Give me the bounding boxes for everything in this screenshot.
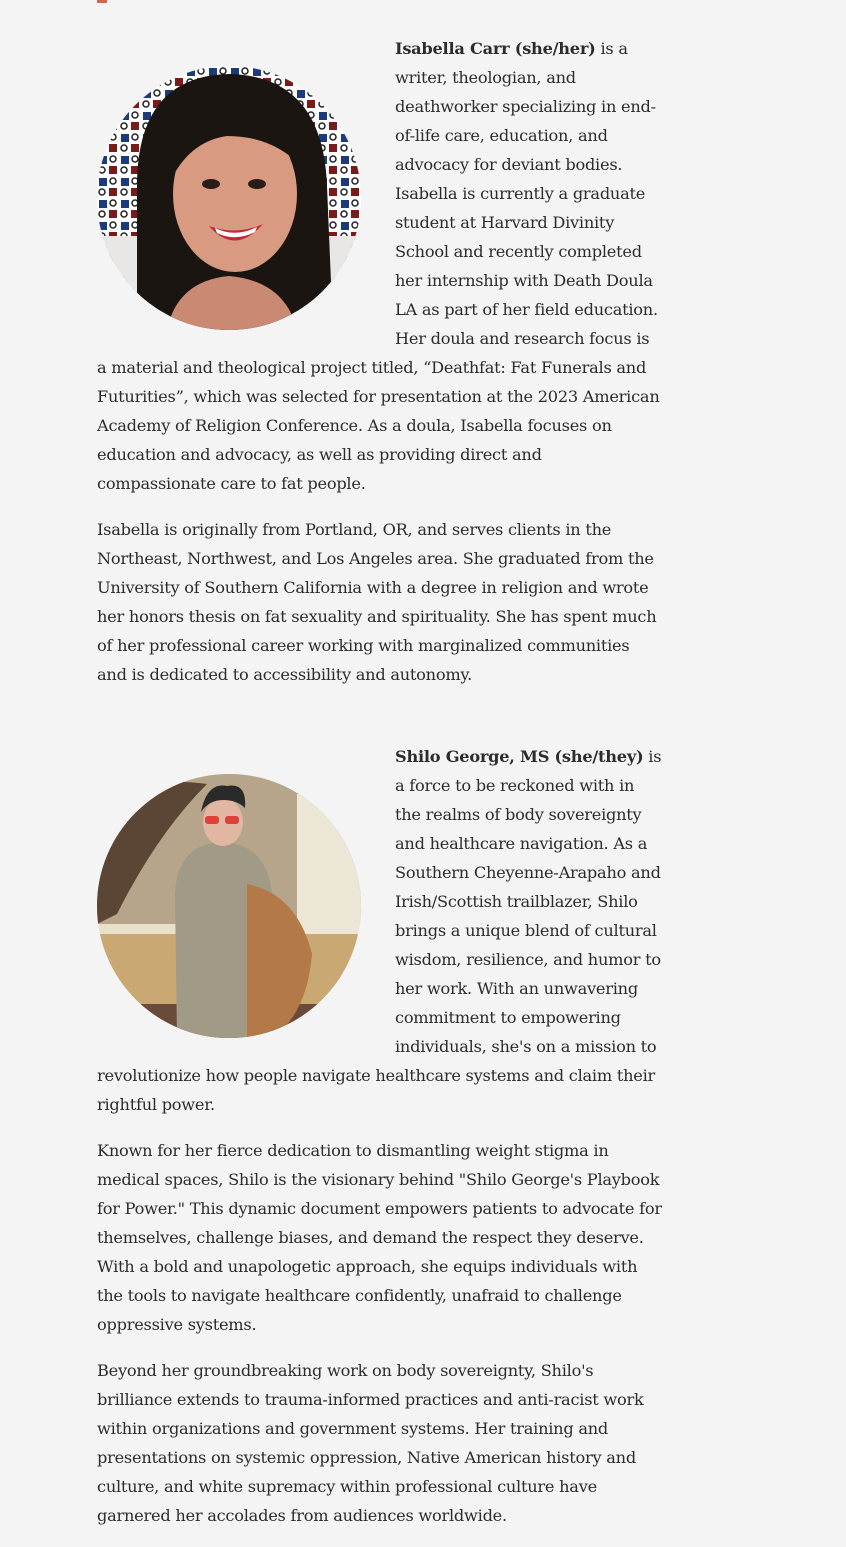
isabella-carr-photo <box>97 66 361 330</box>
bio-shilo-george <box>97 742 662 1547</box>
shilo-george-photo <box>97 774 361 1038</box>
isabella-carr-bio-paragraph-2: Isabella is originally from Portland, OR, and serves clients in the Northeast, Northwest, and Los Angeles area. She graduated from the University of Southern California with a degree in religion and wrote her honors thesis on fat sexuality and spirituality. She has spent much of her professional career working with marginalized communities and is dedicated to accessibility and autonomy. <box>97 520 657 684</box>
shilo-george-bio-paragraph-2: Known for her fierce dedication to dismantling weight stigma in medical spaces, Shilo is the visionary behind "Shilo George's Playbook for Power." This dynamic document empowers patients to advocate for themselves, challenge biases, and demand the respect they deserve. With a bold and unapologetic approach, she equips individuals with the tools to navigate healthcare confidently, unafraid to challenge oppressive systems. <box>97 1141 662 1334</box>
shilo-george-name: Shilo George, MS (she/they) <box>395 747 644 766</box>
bios-section <box>97 34 662 1547</box>
isabella-carr-name: Isabella Carr (she/her) <box>395 39 596 58</box>
shilo-george-bio-paragraph-1: Shilo George, MS (she/they) is a force to be reckoned with in the realms of body sovereignty and healthcare navigation. As a Southern Cheyenne-Arapaho and Irish/Scottish trailblazer, Shilo brings a unique blend of cultural wisdom, resilience, and humor to her work. With an unwavering commitment to empowering individuals, she's on a mission to revolutionize how people navigate healthcare systems and claim their rightful power. <box>97 747 662 1114</box>
isabella-carr-bio-paragraph-1: Isabella Carr (she/her) is a writer, theologian, and deathworker specializing in end-of-life care, education, and advocacy for deviant bodies. Isabella is currently a graduate student at Harvard Divinity School and recently completed her internship with Death Doula LA as part of her field education. Her doula and research focus is a material and theological project titled, “Deathfat: Fat Funerals and Futurities”, which was selected for presentation at the 2023 American Academy of Religion Conference. As a doula, Isabella focuses on education and advocacy, as well as providing direct and compassionate care to fat people. <box>97 39 660 493</box>
shilo-george-bio-paragraph-3: Beyond her groundbreaking work on body sovereignty, Shilo's brilliance extends to trauma-informed practices and anti-racist work within organizations and government systems. Her training and presentations on systemic oppression, Native American history and culture, and white supremacy within professional culture have garnered her accolades from audiences worldwide. <box>97 1361 644 1525</box>
top-accent-bar <box>97 0 107 3</box>
bio-isabella-carr <box>97 34 662 706</box>
